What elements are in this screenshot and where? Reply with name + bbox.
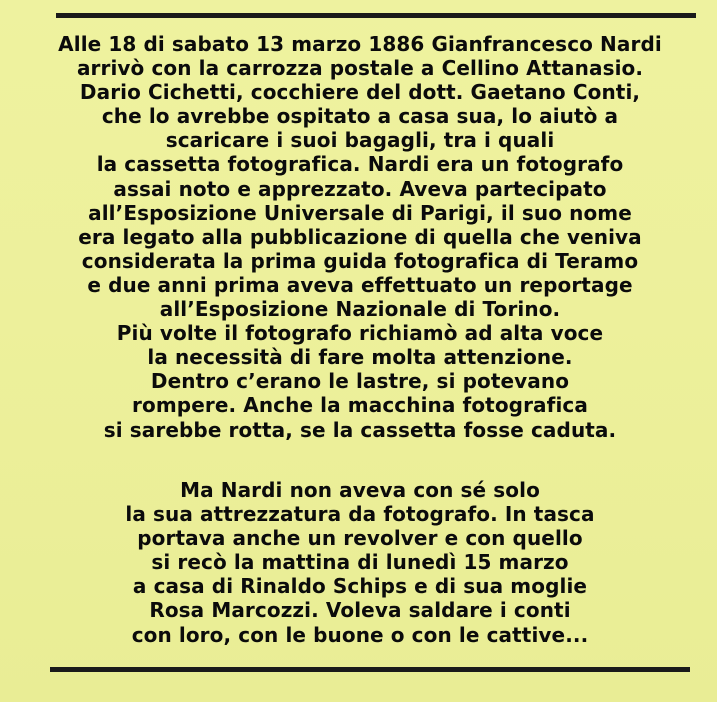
text-line: all’Esposizione Nazionale di Torino. (159, 297, 561, 322)
text-line: Rosa Marcozzi. Voleva saldare i conti (149, 598, 571, 623)
text-line: Dentro c’erano le lastre, si potevano (150, 369, 570, 394)
text-line: all’Esposizione Universale di Parigi, il suo nome (88, 200, 632, 225)
text-line: con loro, con le buone o con le cattive... (131, 622, 589, 647)
paragraph-1 (20, 32, 700, 442)
top-divider (56, 13, 696, 18)
text-line: la necessità di fare molta attenzione. (147, 345, 573, 370)
text-line: Ma Nardi non aveva con sé solo (180, 478, 540, 502)
text-line: portava anche un revolver e con quello (137, 526, 583, 551)
text-line: e due anni prima aveva effettuato un reportage (87, 272, 633, 297)
text-line: rompere. Anche la macchina fotografica (132, 393, 588, 418)
text-line: Più volte il fotografo richiamò ad alta voce (116, 321, 604, 346)
text-line: si recò la mattina di lunedì 15 marzo (151, 550, 569, 575)
text-line: era legato alla pubblicazione di quella che veniva (78, 224, 642, 249)
bottom-divider (50, 667, 690, 672)
text-line: Alle 18 di sabato 13 marzo 1886 Gianfrancesco Nardi (58, 32, 662, 56)
text-line: che lo avrebbe ospitato a casa sua, lo aiutò a (101, 104, 619, 129)
text-line: scaricare i suoi bagagli, tra i quali (165, 128, 555, 153)
text-line: la sua attrezzatura da fotografo. In tasca (125, 502, 595, 527)
text-line: arrivò con la carrozza postale a Cellino Attanasio. (76, 56, 644, 81)
text-line: Dario Cichetti, cocchiere del dott. Gaetano Conti, (79, 80, 641, 105)
text-line: la cassetta fotografica. Nardi era un fotografo (96, 152, 624, 177)
text-line: a casa di Rinaldo Schips e di sua moglie (132, 574, 588, 599)
text-line: considerata la prima guida fotografica di Teramo (81, 248, 639, 273)
paragraph-2 (20, 478, 700, 647)
text-line: assai noto e apprezzato. Aveva partecipato (113, 176, 607, 201)
text-line: si sarebbe rotta, se la cassetta fosse caduta. (103, 417, 617, 442)
